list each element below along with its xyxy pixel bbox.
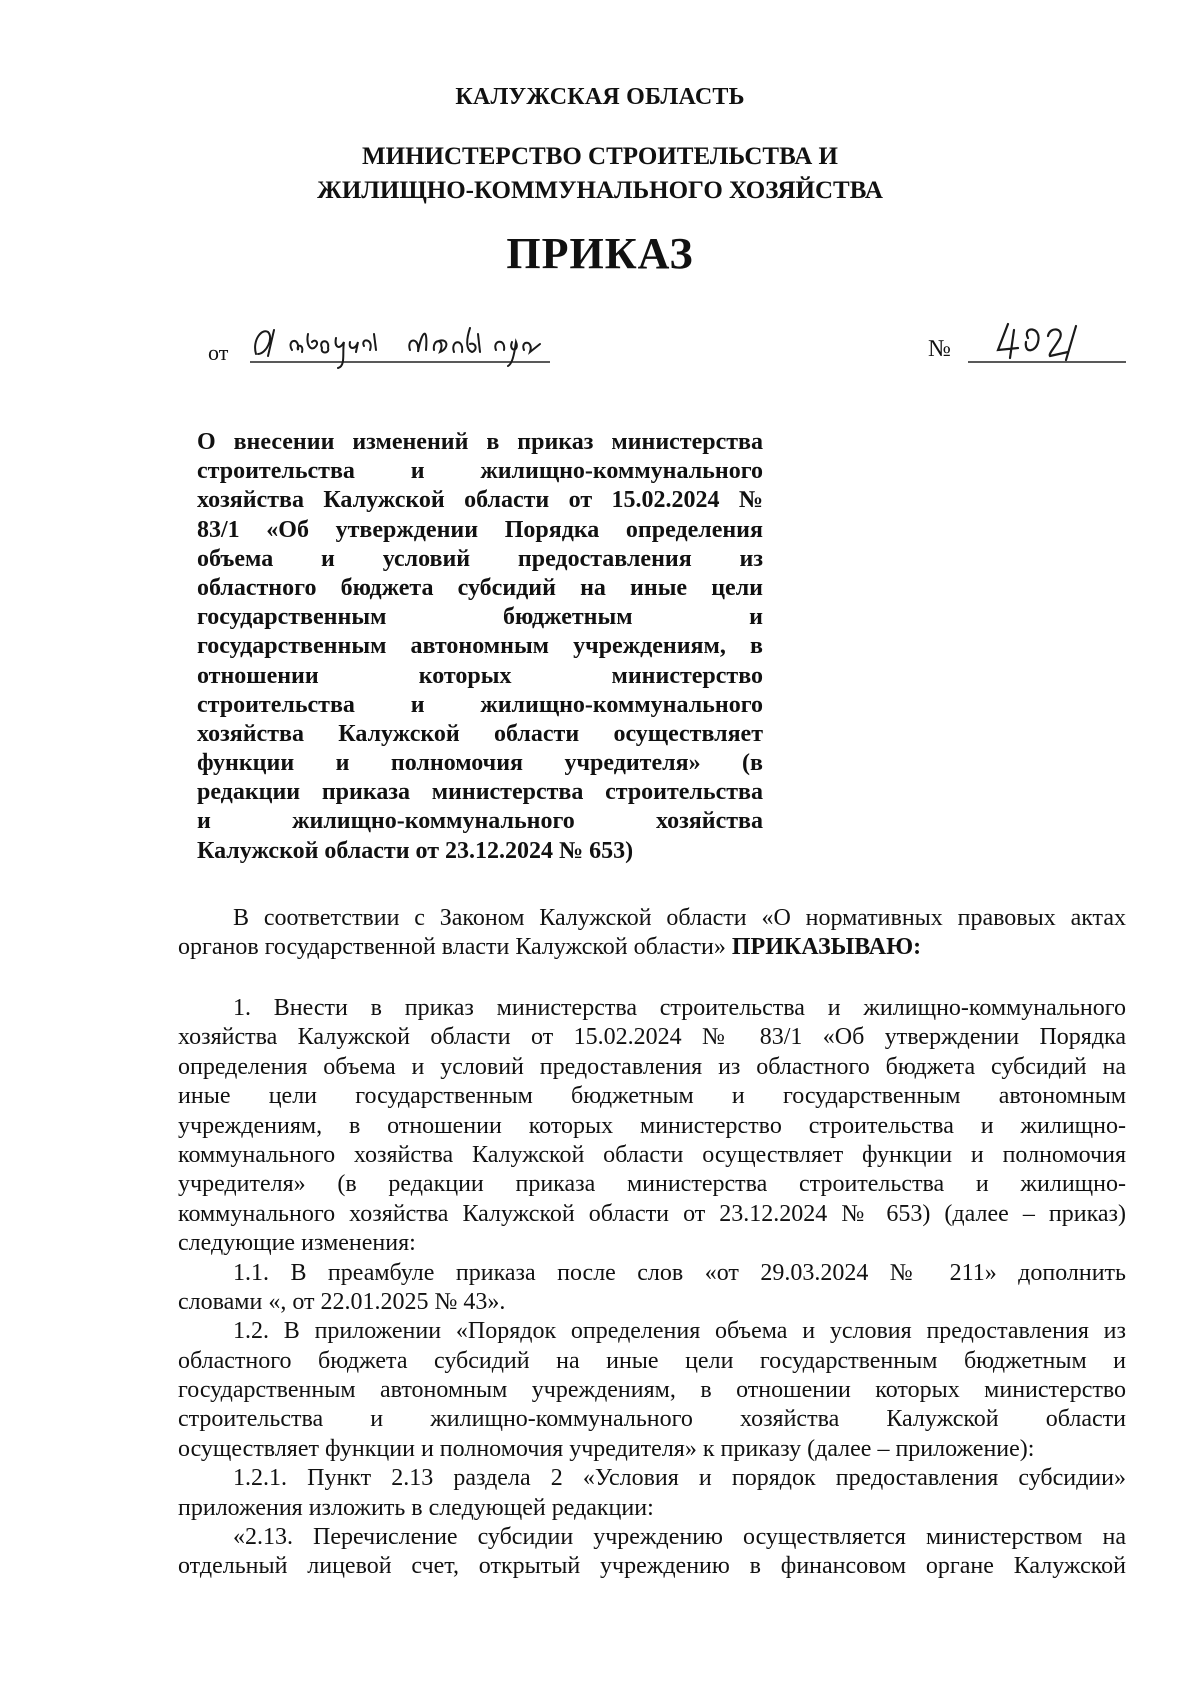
body-line-text: 1.1. В преамбуле приказа после слов «от 29.03.2024 № 211» дополнить: [233, 1259, 1126, 1286]
subject-line: 83/1 «Об утверждении Порядка определения: [197, 516, 763, 543]
ministry-line-2: ЖИЛИЩНО-КОММУНАЛЬНОГО ХОЗЯЙСТВА: [317, 177, 883, 204]
body-line-text: 1.2. В приложении «Порядок определения объема и условия предоставления из: [233, 1318, 1126, 1345]
order-subject: [197, 428, 763, 866]
subject-line: Калужской области от 23.12.2024 № 653): [197, 837, 634, 864]
ministry-line-1: МИНИСТЕРСТВО СТРОИТЕЛЬСТВА И: [362, 143, 838, 170]
body-line-text: учредителя» (в редакции приказа министерства строительства и жилищно-: [178, 1171, 1126, 1198]
body-line-text: осуществляет функции и полномочия учредителя» к приказу (далее – приложение):: [178, 1435, 1035, 1462]
subject-line: хозяйства Калужской области осуществляет: [197, 720, 763, 747]
body-line: [178, 1229, 1126, 1258]
preamble-line-2: органов государственной власти Калужской области» ПРИКАЗЫВАЮ:: [178, 934, 922, 961]
body-line: [178, 1464, 1126, 1493]
body-line: [178, 1552, 1126, 1581]
body-line: [178, 1435, 1126, 1464]
handwritten-number-signature: [968, 318, 1128, 372]
body-line-text: учреждениям, в отношении которых министерство строительства и жилищно-: [178, 1112, 1126, 1139]
body-line-text: коммунального хозяйства Калужской области осуществляет функции и полномочия: [178, 1141, 1126, 1168]
body-line-text: определения объема и условий предоставления из областного бюджета субсидий на: [178, 1053, 1126, 1080]
body-line: [178, 1170, 1126, 1199]
body-line-text: 1. Внести в приказ министерства строительства и жилищно-коммунального: [233, 995, 1126, 1021]
body-line: [178, 1053, 1126, 1082]
body-line-text: «2.13. Перечисление субсидии учреждению осуществляется министерством на: [233, 1524, 1126, 1551]
body-line-text: отдельный лицевой счет, открытый учреждению в финансовом органе Калужской: [178, 1553, 1126, 1580]
body-line-text: следующие изменения:: [178, 1230, 416, 1257]
subject-line: отношении которых министерство: [197, 662, 763, 689]
body-line: [178, 1317, 1126, 1346]
body-line: [178, 1523, 1126, 1552]
body-line-text: государственным автономным учреждениям, в отношении которых министерство: [178, 1377, 1126, 1404]
subject-line: О внесении изменений в приказ министерства: [197, 429, 763, 455]
body-line: [178, 1023, 1126, 1052]
subject-line: областного бюджета субсидий на иные цели: [197, 574, 763, 601]
body-line-text: коммунального хозяйства Калужской области от 23.12.2024 № 653) (далее – приказ): [178, 1200, 1126, 1227]
order-body: [178, 994, 1126, 1582]
subject-line: государственным бюджетным и: [197, 604, 763, 631]
subject-line: строительства и жилищно-коммунального: [197, 458, 763, 485]
preamble-line-1: В соответствии с Законом Калужской области «О нормативных правовых актах: [233, 905, 1126, 931]
ministry-name: [0, 140, 1200, 208]
body-line-text: приложения изложить в следующей редакции:: [178, 1494, 654, 1521]
body-line: [178, 1347, 1126, 1376]
body-line: [178, 1141, 1126, 1170]
subject-line: и жилищно-коммунального хозяйства: [197, 808, 763, 835]
subject-line: государственным автономным учреждениям, в: [197, 633, 763, 660]
body-line: [178, 1259, 1126, 1288]
body-line: [178, 994, 1126, 1023]
subject-line: хозяйства Калужской области от 15.02.2024 №: [197, 487, 763, 514]
order-verb: ПРИКАЗЫВАЮ:: [731, 934, 922, 961]
body-line-text: иные цели государственным бюджетным и государственным автономным: [178, 1083, 1126, 1110]
body-line: [178, 1288, 1126, 1317]
subject-line: строительства и жилищно-коммунального: [197, 691, 763, 718]
body-line-text: областного бюджета субсидий на иные цели государственным бюджетным и: [178, 1347, 1126, 1374]
body-line: [178, 1082, 1126, 1111]
body-line: [178, 1376, 1126, 1405]
region-title: КАЛУЖСКАЯ ОБЛАСТЬ: [455, 84, 745, 110]
body-line-text: 1.2.1. Пункт 2.13 раздела 2 «Условия и порядок предоставления субсидии»: [233, 1465, 1126, 1492]
number-label: №: [928, 336, 951, 362]
body-line-text: строительства и жилищно-коммунального хозяйства Калужской области: [178, 1406, 1126, 1433]
body-line: [178, 1494, 1126, 1523]
subject-line: объема и условий предоставления из: [197, 545, 763, 572]
date-prefix-label: от: [208, 340, 229, 365]
preamble: [178, 904, 1126, 963]
subject-line: редакции приказа министерства строительства: [197, 779, 763, 806]
body-line: [178, 1112, 1126, 1141]
handwritten-date-signature: [250, 320, 560, 370]
body-line-text: словами «, от 22.01.2025 № 43».: [178, 1288, 506, 1315]
subject-line: функции и полномочия учредителя» (в: [197, 750, 763, 777]
body-line-text: хозяйства Калужской области от 15.02.2024 № 83/1 «Об утверждении Порядка: [178, 1024, 1126, 1051]
body-line: [178, 1405, 1126, 1434]
body-line: [178, 1200, 1126, 1229]
document-type-title: ПРИКАЗ: [506, 229, 694, 278]
